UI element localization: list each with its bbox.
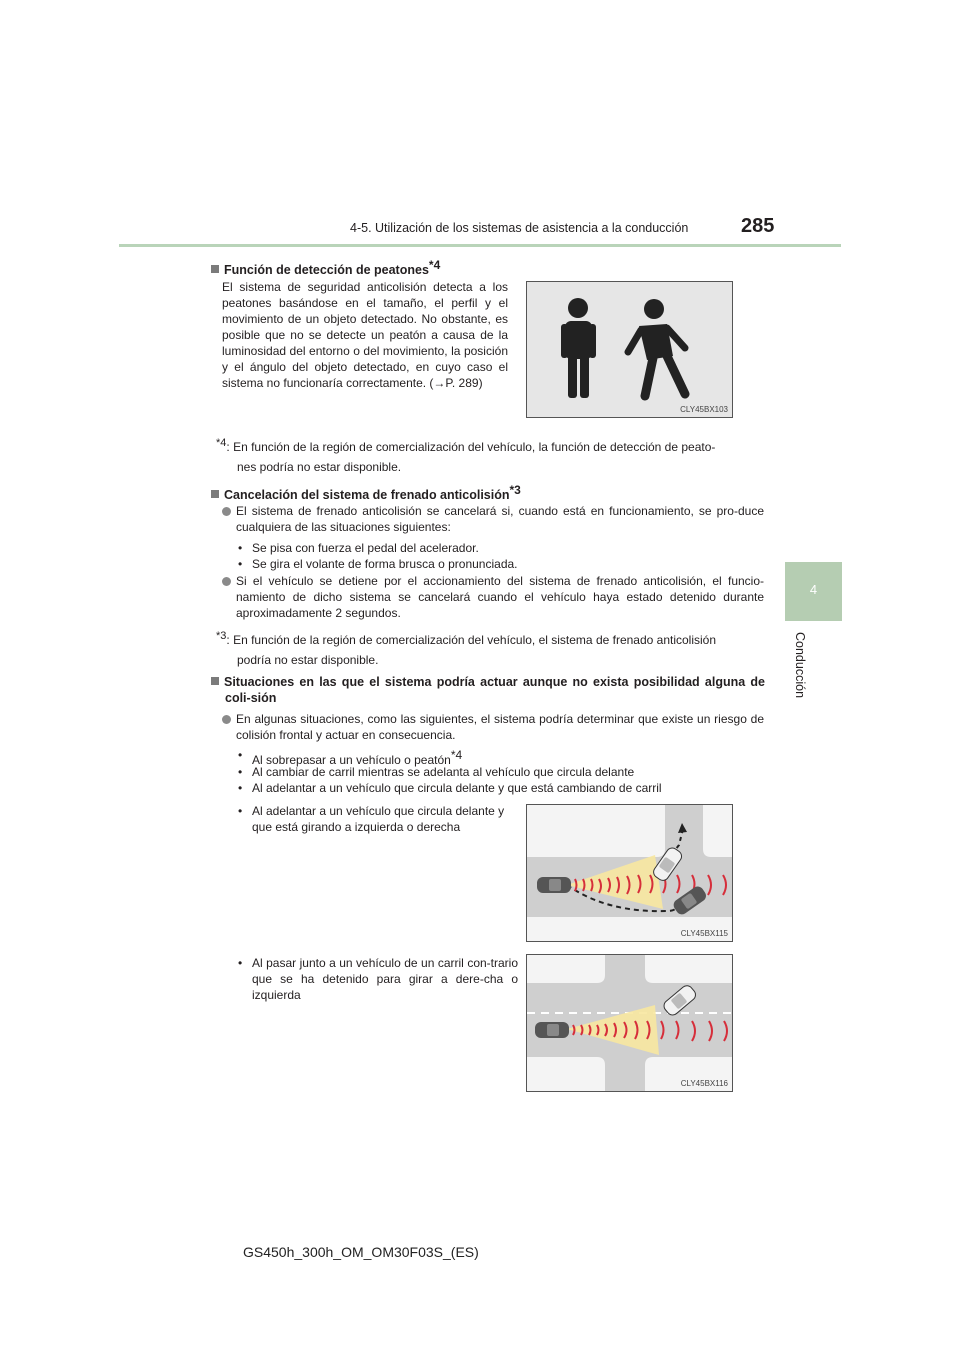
standing-person-icon bbox=[561, 298, 596, 398]
situations-sub-5: • Al pasar junto a un vehículo de un carril con-trario que se ha detenido para girar a dere-cha o izquierda bbox=[230, 955, 518, 1003]
cancel-sub-1: • Se pisa con fuerza el pedal del acelerador. bbox=[230, 540, 479, 556]
chapter-tab bbox=[785, 562, 842, 621]
square-bullet-icon bbox=[211, 490, 219, 498]
chapter-label: Conducción bbox=[793, 632, 807, 699]
own-car-icon bbox=[535, 1022, 569, 1038]
oncoming-vehicle-illustration bbox=[527, 955, 732, 1091]
round-bullet-icon bbox=[222, 577, 231, 586]
pedestrian-illustration bbox=[527, 282, 732, 417]
footnote-ref: *4 bbox=[428, 258, 441, 272]
figure-code: CLY45BX103 bbox=[680, 405, 728, 414]
section-title-cancel: Cancelación del sistema de frenado anticolisión$^{*3}$ bbox=[211, 482, 521, 503]
own-car-icon bbox=[537, 877, 571, 893]
situations-sub-4: • Al adelantar a un vehículo que circula delante y que está girando a izquierda o derecha bbox=[230, 803, 514, 835]
document-code-footer: GS450h_300h_OM_OM30F03S_(ES) bbox=[243, 1244, 479, 1260]
figure-code: CLY45BX116 bbox=[680, 1079, 728, 1088]
situations-sub-3: • Al adelantar a un vehículo que circula delante y que está cambiando de carril bbox=[230, 780, 662, 796]
cancel-sub-2: • Se gira el volante de forma brusca o pronunciada. bbox=[230, 556, 518, 572]
pedestrian-figure bbox=[526, 281, 733, 418]
cancel-bullet-2: Si el vehículo se detiene por el accionamiento del sistema de frenado anticolisión, el funcio-namiento de dicho sistema se cancelará cuando el vehículo haya estado detenido durante aproximadamente 2 segundos. bbox=[222, 573, 764, 621]
figure-code: CLY45BX115 bbox=[680, 929, 728, 938]
section-title-pedestrian: Función de detección de peatones$^{*4}$ bbox=[211, 257, 440, 278]
pedestrian-body: El sistema de seguridad anticolisión detecta a los peatones basándose en el tamaño, el perfil y el movimiento de un objeto detectado. No obstante, es posible que no se detecte un peatón a causa de la luminosidad del entorno o del movimiento, la posición y el ángulo del objeto detectado, en cuyo caso el sistema no funcionaría correctamente. (→P. 289) bbox=[222, 280, 508, 390]
square-bullet-icon bbox=[211, 677, 219, 685]
footnote-4: $^{*4}$: En función de la región de comercialización del vehículo, la función de detección de peato- nes podría no estar disponible. bbox=[216, 437, 716, 474]
round-bullet-icon bbox=[222, 507, 231, 516]
round-bullet-icon bbox=[222, 715, 231, 724]
situations-sub-1: • Al sobrepasar a un vehículo o peatón$^{*4}$ bbox=[230, 747, 462, 768]
header-section-title: 4-5. Utilización de los sistemas de asistencia a la conducción bbox=[350, 221, 689, 235]
header-rule bbox=[119, 244, 841, 247]
oncoming-vehicle-figure bbox=[526, 954, 733, 1092]
turning-vehicle-illustration bbox=[527, 805, 732, 941]
page-number: 285 bbox=[741, 215, 775, 237]
footnote-ref: *3 bbox=[509, 483, 521, 497]
section-title-situations: Situaciones en las que el sistema podría actuar aunque no exista posibilidad alguna de coli-sión bbox=[211, 674, 765, 706]
square-bullet-icon bbox=[211, 265, 219, 273]
situations-bullet-1: En algunas situaciones, como las siguientes, el sistema podría determinar que existe un riesgo de colisión frontal y actuar en consecuencia. bbox=[222, 711, 764, 743]
walking-person-icon bbox=[628, 299, 685, 396]
footnote-3: $^{*3}$: En función de la región de comercialización del vehículo, el sistema de frenado anticolisión podría no estar disponible. bbox=[216, 630, 717, 667]
turning-vehicle-figure bbox=[526, 804, 733, 942]
situations-sub-2: • Al cambiar de carril mientras se adelanta al vehículo que circula delante bbox=[230, 764, 634, 780]
cancel-bullet-1: El sistema de frenado anticolisión se cancelará si, cuando está en funcionamiento, se pro-duce cualquiera de las situaciones siguientes: bbox=[222, 503, 764, 535]
chapter-number: 4 bbox=[809, 582, 818, 597]
